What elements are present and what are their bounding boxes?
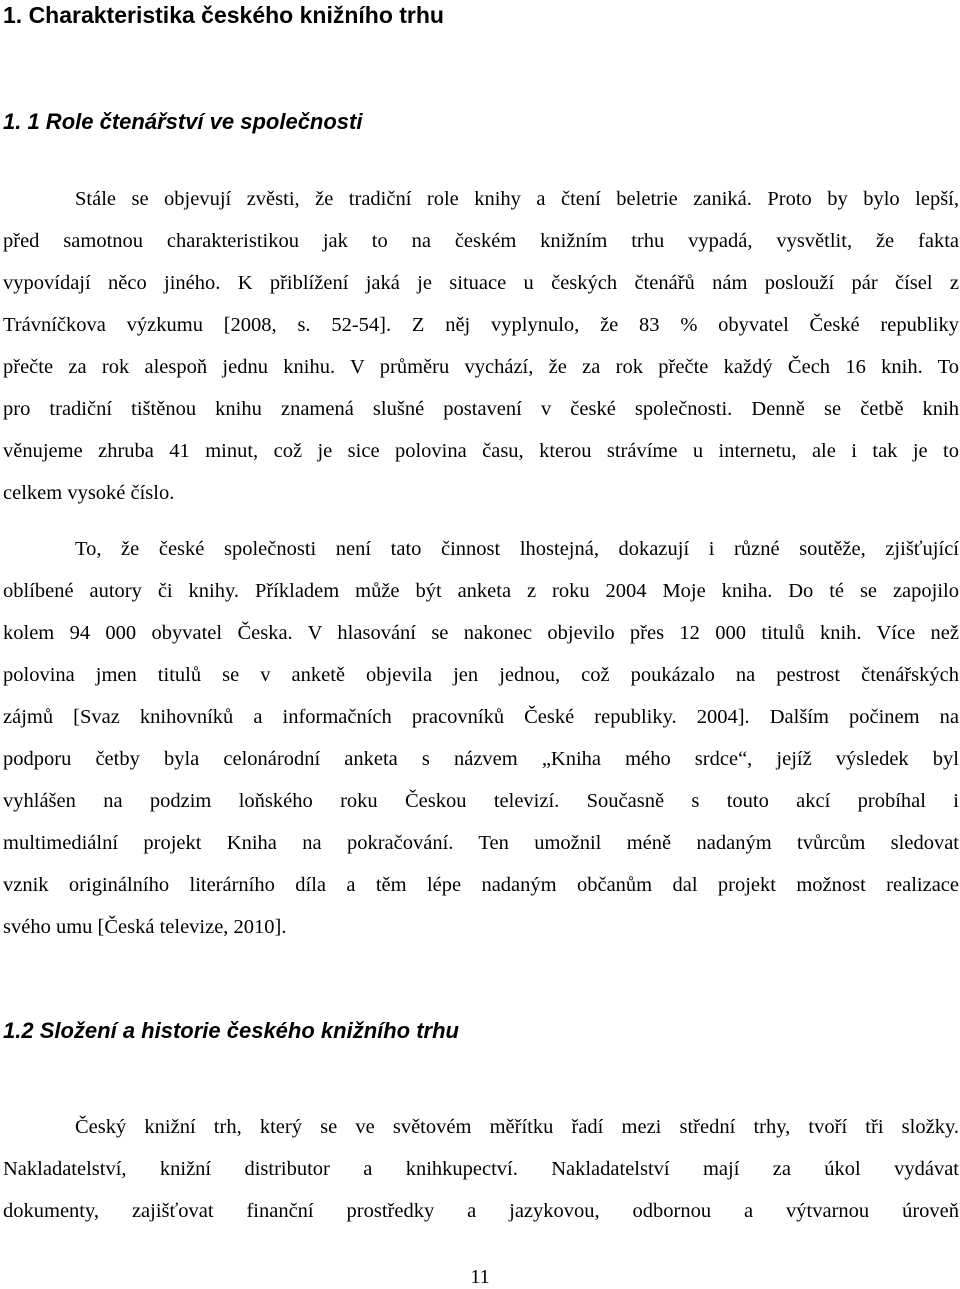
paragraph-market-structure: [3, 1106, 959, 1232]
paragraph-line: To, že české společnosti není tato činnost lhostejná, dokazují i různé soutěže, zjišťující: [75, 538, 959, 560]
paragraph-line: Nakladatelství, knižní distributor a knihkupectví. Nakladatelství mají za úkol vydávat: [3, 1158, 959, 1180]
paragraph-line: dokumenty, zajišťovat finanční prostředky a jazykovou, odbornou a výtvarnou úroveň: [3, 1200, 959, 1222]
paragraph-line: oblíbené autory či knihy. Příkladem může být anketa z roku 2004 Moje kniha. Do té se zapojilo: [3, 580, 959, 602]
paragraph-line: pro tradiční tištěnou knihu znamená slušné postavení v české společnosti. Denně se četbě knih: [3, 398, 959, 420]
paragraph-line: svého umu [Česká televize, 2010].: [3, 916, 287, 938]
paragraph-line: přečte za rok alespoň jednu knihu. V průměru vychází, že za rok přečte každý Čech 16 knih. To: [3, 356, 959, 378]
paragraph-line: Trávníčkova výzkumu [2008, s. 52-54]. Z něj vyplynulo, že 83 % obyvatel České republiky: [3, 314, 959, 336]
paragraph-line: Český knižní trh, který se ve světovém měřítku řadí mezi střední trhy, tvoří tři složky.: [75, 1116, 959, 1138]
paragraph-line: podporu četby byla celonárodní anketa s názvem „Kniha mého srdce“, jejíž výsledek byl: [3, 748, 959, 770]
paragraph-line: zájmů [Svaz knihovníků a informačních pracovníků České republiky. 2004]. Dalším počinem na: [3, 706, 959, 728]
section-heading-reading-role: 1. 1 Role čtenářství ve společnosti: [3, 109, 363, 134]
paragraph-line: kolem 94 000 obyvatel Česka. V hlasování se nakonec objevilo přes 12 000 titulů knih. Více než: [3, 622, 959, 644]
paragraph-reading-surveys: [3, 528, 959, 948]
paragraph-line: věnujeme zhruba 41 minut, což je sice polovina času, kterou strávíme u internetu, ale i tak je to: [3, 440, 959, 462]
paragraph-line: vyhlášen na podzim loňského roku Českou televizí. Současně s touto akcí probíhal i: [3, 790, 959, 812]
paragraph-line: multimediální projekt Kniha na pokračování. Ten umožnil méně nadaným tvůrcům sledovat: [3, 832, 959, 854]
page-number: 11: [470, 1266, 490, 1288]
paragraph-line: vznik originálního literárního díla a těm lépe nadaným občanům dal projekt možnost realizace: [3, 874, 959, 896]
paragraph-line: vypovídají něco jiného. K přiblížení jaká je situace u českých čtenářů nám poslouží pár čísel z: [3, 272, 959, 294]
paragraph-line: celkem vysoké číslo.: [3, 482, 175, 504]
paragraph-line: polovina jmen titulů se v anketě objevila jen jednou, což poukázalo na pestrost čtenářských: [3, 664, 959, 686]
paragraph-line: Stále se objevují zvěsti, že tradiční role knihy a čtení beletrie zaniká. Proto by bylo lepší,: [75, 188, 959, 210]
section-heading-market-composition: 1.2 Složení a historie českého knižního trhu: [3, 1018, 459, 1043]
chapter-heading: 1. Charakteristika českého knižního trhu: [3, 2, 444, 28]
paragraph-line: před samotnou charakteristikou jak to na českém knižním trhu vypadá, vysvětlit, že fakta: [3, 230, 959, 252]
paragraph-reading-statistics: [3, 178, 959, 514]
